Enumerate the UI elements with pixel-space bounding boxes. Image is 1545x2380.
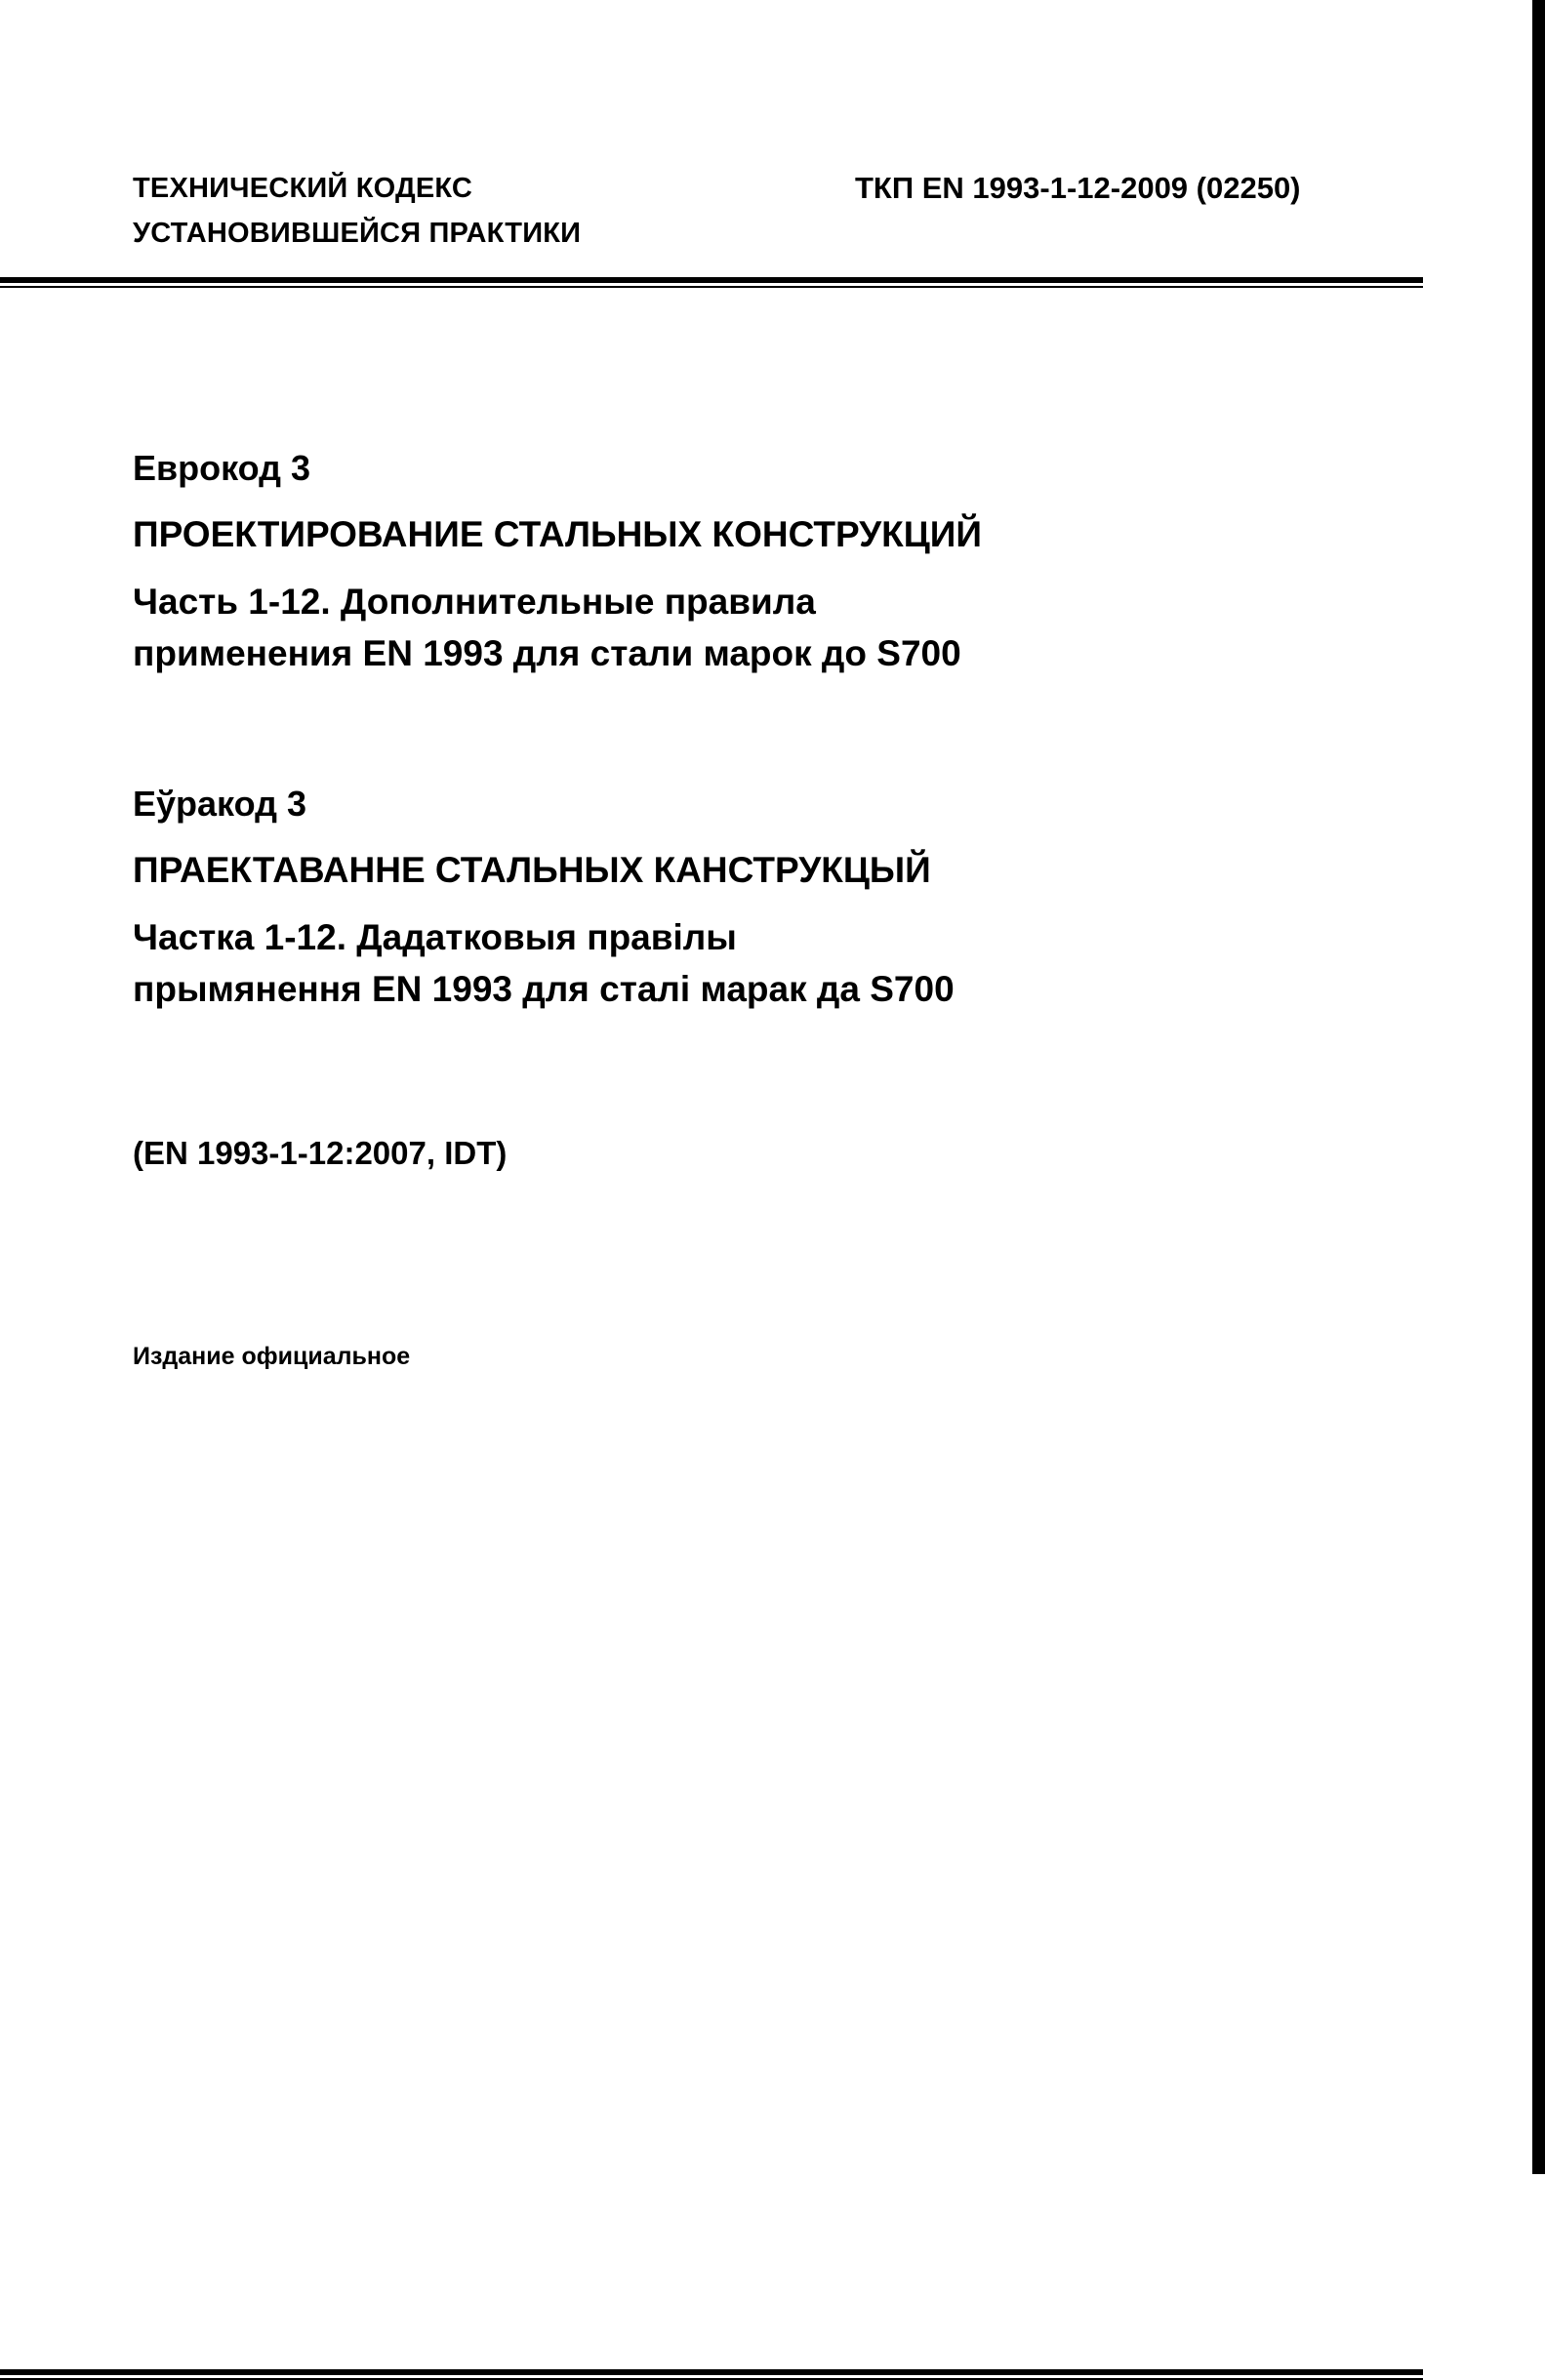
identity-reference: (EN 1993-1-12:2007, IDT) — [133, 1135, 508, 1171]
top-rule-thin-line — [0, 286, 1423, 288]
document-code: ТКП EN 1993-1-12-2009 (02250) — [855, 171, 1301, 205]
bottom-double-rule — [0, 2369, 1423, 2380]
russian-eurocode-label: Еврокод 3 — [133, 448, 311, 488]
document-type-line-1: ТЕХНИЧЕСКИЙ КОДЕКС — [133, 173, 473, 204]
belarusian-title-block — [133, 779, 955, 1015]
russian-title-block — [133, 443, 982, 679]
belarusian-eurocode-label: Еўракод 3 — [133, 784, 306, 824]
belarusian-main-title: ПРАЕКТАВАННЕ СТАЛЬНЫХ КАНСТРУКЦЫЙ — [133, 850, 931, 890]
belarusian-part-title-line-2: прымянення EN 1993 для сталі марак да S700 — [133, 969, 955, 1009]
official-edition-label: Издание официальное — [133, 1343, 411, 1370]
document-type-heading — [133, 166, 581, 256]
russian-main-title: ПРОЕКТИРОВАНИЕ СТАЛЬНЫХ КОНСТРУКЦИЙ — [133, 514, 982, 554]
document-type-line-2: УСТАНОВИВШЕЙСЯ ПРАКТИКИ — [133, 218, 582, 249]
belarusian-part-title-line-1: Частка 1-12. Дадатковыя правілы — [133, 917, 737, 957]
top-double-rule — [0, 277, 1423, 288]
russian-part-title-line-2: применения EN 1993 для стали марок до S700 — [133, 633, 961, 673]
russian-part-title-line-1: Часть 1-12. Дополнительные правила — [133, 582, 816, 622]
page-right-edge-border — [1532, 0, 1545, 2174]
